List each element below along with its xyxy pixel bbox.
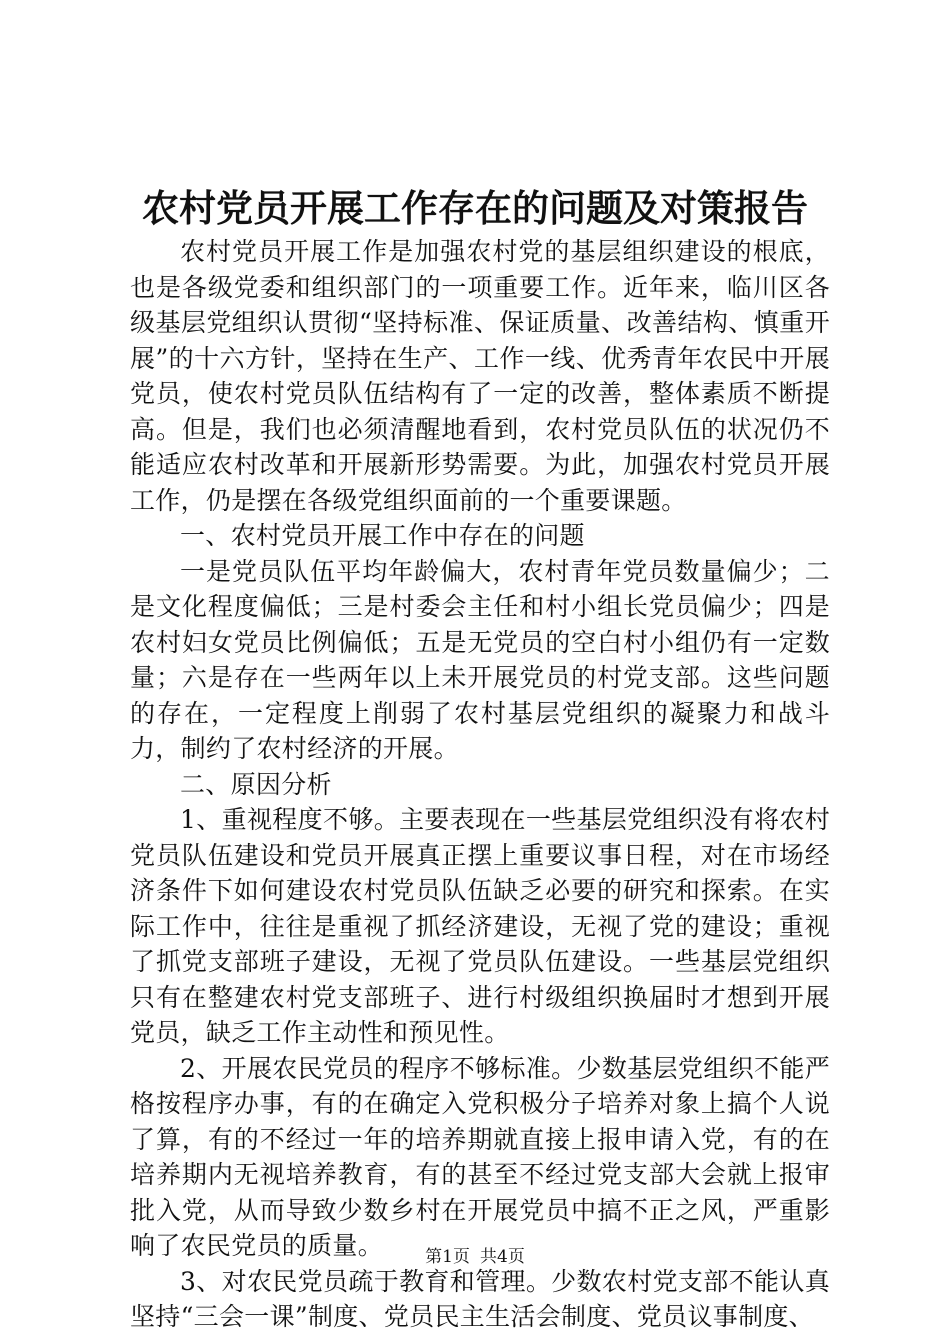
paragraph-cause-3: 3、对农民党员疏于教育和管理。少数农村党支部不能认真坚持“三会一课”制度、党员民主生活会制度、党员议事制度、 [130, 1266, 830, 1331]
document-body [130, 234, 830, 1335]
section-heading-problems: 一、农村党员开展工作中存在的问题 [180, 521, 585, 550]
paragraph-cause-2: 2、开展农民党员的程序不够标准。少数基层党组织不能严格按程序办事，有的在确定入党积极分子培养对象上搞个人说了算，有的不经过一年的培养期就直接上报申请入党，有的在培养期内无视培养教育，有的甚至不经过党支部大会就上报审批入党，从而导致少数乡村在开展党员中搞不正之风，严重影响了农民党员的质量。 [130, 1053, 830, 1260]
paragraph-cause-1: 1、重视程度不够。主要表现在一些基层党组织没有将农村党员队伍建设和党员开展真正摆上重要议事日程，对在市场经济条件下如何建设农村党员队伍缺乏必要的研究和探索。在实际工作中，往往是重视了抓经济建设，无视了党的建设；重视了抓党支部班子建设，无视了党员队伍建设。一些基层党组织只有在整建农村党支部班子、进行村级组织换届时才想到开展党员，缺乏工作主动性和预见性。 [130, 805, 830, 1047]
section-heading-causes: 二、原因分析 [180, 769, 332, 799]
paragraph-problems: 一是党员队伍平均年龄偏大，农村青年党员数量偏少；二是文化程度偏低；三是村委会主任和村小组长党员偏少；四是农村妇女党员比例偏低；五是无党员的空白村小组仍有一定数量；六是存在一些两年以上未开展党员的村党支部。这些问题的存在，一定程度上削弱了农村基层党组织的凝聚力和战斗力，制约了农村经济的开展。 [130, 556, 830, 763]
page-footer [0, 1245, 950, 1269]
paragraph-intro: 农村党员开展工作是加强农村党的基层组织建设的根底，也是各级党委和组织部门的一项重要工作。近年来，临川区各级基层党组织认贯彻“坚持标准、保证质量、改善结构、慎重开展”的十六方针，坚持在生产、工作一线、优秀青年农民中开展党员，使农村党员队伍结构有了一定的改善，整体素质不断提高。但是，我们也必须清醒地看到，农村党员队伍的状况仍不能适应农村改革和开展新形势需要。为此，加强农村党员开展工作，仍是摆在各级党组织面前的一个重要课题。 [130, 237, 830, 515]
page-number: 第1页 [425, 1247, 470, 1267]
document-title: 农村党员开展工作存在的问题及对策报告 [142, 186, 808, 230]
page-total: 共4页 [480, 1247, 525, 1267]
